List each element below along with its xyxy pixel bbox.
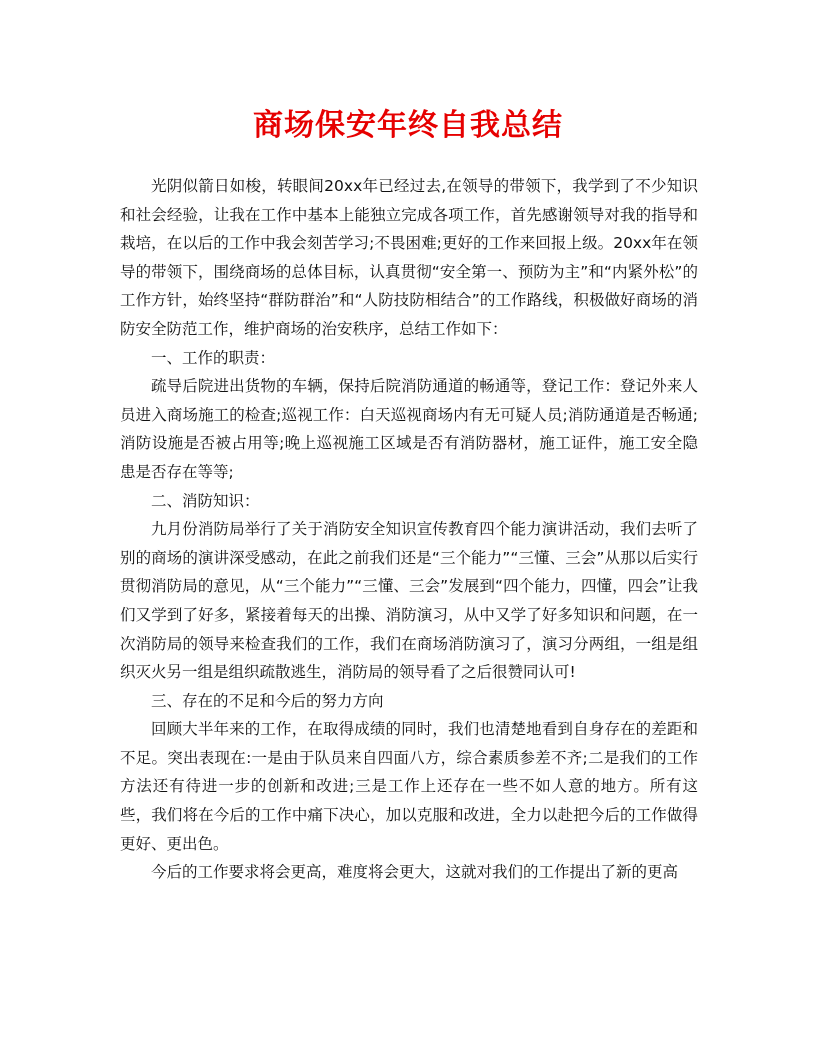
section-heading-duties: 一、工作的职责： xyxy=(151,348,276,367)
paragraph-future: 今后的工作要求将会更高，难度将会更大，这就对我们的工作提出了新的更高 xyxy=(151,863,679,882)
paragraph-intro: 光阴似箭日如梭，转眼间20xx年已经过去,在领导的带领下，我学到了不少知识和社会经验，让我在工作中基本上能独立完成各项工作，首先感谢领导对我的指导和栽培，在以后的工作中我会刻苦学习;不畏困难;更好的工作来回报上级。20xx年在领导的带领下，围绕商场的总体目标，认真贯彻“安全第一、预防为主”和“内紧外松”的工作方针，始终坚持“群防群治”和“人防技防相结合”的工作路线，积极做好商场的消防安全防范工作，维护商场的治安秩序，总结工作如下： xyxy=(120,177,698,338)
paragraph-fire-knowledge: 九月份消防局举行了关于消防安全知识宣传教育四个能力演讲活动，我们去听了别的商场的演讲深受感动，在此之前我们还是“三个能力”“三懂、三会”从那以后实行贯彻消防局的意见，从“三个能力”“三懂、三会”发展到“四个能力，四懂，四会”让我们又学到了好多，紧接着每天的出操、消防演习，从中又学了好多知识和问题，在一次消防局的领导来检查我们的工作，我们在商场消防演习了，演习分两组，一组是组织灭火另一组是组织疏散逃生，消防局的领导看了之后很赞同认可! xyxy=(120,520,698,682)
section-heading-shortcomings: 三、存在的不足和今后的努力方向 xyxy=(151,691,384,710)
section-heading-fire-knowledge: 二、消防知识： xyxy=(151,491,260,510)
document-body xyxy=(120,172,698,887)
paragraph-shortcomings: 回顾大半年来的工作，在取得成绩的同时，我们也清楚地看到自身存在的差距和不足。突出表现在:一是由于队员来自四面八方，综合素质参差不齐;二是我们的工作方法还有待进一步的创新和改进;三是工作上还存在一些不如人意的地方。所有这些，我们将在今后的工作中痛下决心，加以克服和改进，全力以赴把今后的工作做得更好、更出色。 xyxy=(120,720,698,853)
document-title: 商场保安年终自我总结 xyxy=(253,108,563,143)
paragraph-duties: 疏导后院进出货物的车辆，保持后院消防通道的畅通等，登记工作：登记外来人员进入商场施工的检查;巡视工作：白天巡视商场内有无可疑人员;消防通道是否畅通;消防设施是否被占用等;晚上巡视施工区域是否有消防器材，施工证件，施工安全隐患是否存在等等; xyxy=(120,377,698,481)
